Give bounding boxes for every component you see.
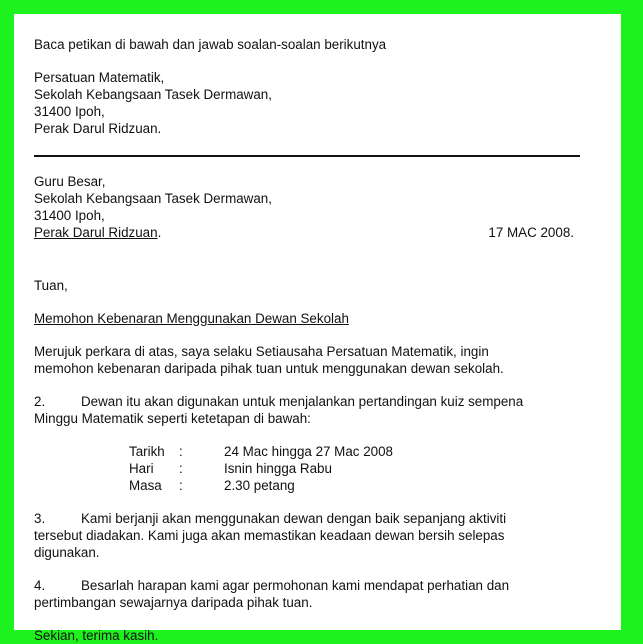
paragraph-line: Besarlah harapan kami agar permohonan kami mendapat perhatian dan xyxy=(81,578,510,593)
letter-date: 17 MAC 2008. xyxy=(488,225,574,240)
intro-paragraph xyxy=(34,343,601,377)
paragraph-line: Minggu Matematik seperti ketetapan di bawah: xyxy=(34,411,311,426)
detail-colon: : xyxy=(179,444,183,459)
paragraph-line: Kami berjanji akan menggunakan dewan dengan baik sepanjang aktiviti xyxy=(81,511,507,526)
letter-content xyxy=(34,36,601,644)
sender-line: Sekolah Kebangsaan Tasek Dermawan, xyxy=(34,87,272,102)
recipient-address xyxy=(34,173,601,241)
detail-key: Masa xyxy=(129,478,162,493)
detail-colon: : xyxy=(179,478,183,493)
sender-line: Perak Darul Ridzuan. xyxy=(34,121,162,136)
paragraph-line: Dewan itu akan digunakan untuk menjalankan pertandingan kuiz sempena xyxy=(81,394,524,409)
letter-subject: Memohon Kebenaran Menggunakan Dewan Sekolah xyxy=(34,311,349,326)
salutation: Tuan, xyxy=(34,278,68,293)
sender-line: 31400 Ipoh, xyxy=(34,104,105,119)
paragraph-4 xyxy=(34,577,601,611)
recipient-state-underlined: Perak Darul Ridzuan xyxy=(34,225,158,240)
closing-text: Sekian, terima kasih. xyxy=(34,628,159,643)
detail-row-date xyxy=(129,443,601,460)
paragraph-line: tersebut diadakan. Kami juga akan memastikan keadaan dewan bersih selepas xyxy=(34,528,505,543)
detail-value: Isnin hingga Rabu xyxy=(224,461,332,476)
sender-line: Persatuan Matematik, xyxy=(34,70,165,85)
paragraph-line: memohon kebenaran daripada pihak tuan untuk menggunakan dewan sekolah. xyxy=(34,361,504,376)
paragraph-line: Merujuk perkara di atas, saya selaku Setiausaha Persatuan Matematik, ingin xyxy=(34,344,489,359)
paragraph-number: 4. xyxy=(34,578,46,593)
detail-value: 24 Mac hingga 27 Mac 2008 xyxy=(224,444,393,459)
paragraph-number: 2. xyxy=(34,394,46,409)
recipient-line: 31400 Ipoh, xyxy=(34,208,105,223)
paragraph-2 xyxy=(34,393,601,427)
paragraph-number: 3. xyxy=(34,511,46,526)
recipient-line-last xyxy=(34,224,161,241)
recipient-suffix: . xyxy=(157,225,162,240)
divider-rule xyxy=(34,155,580,157)
event-details xyxy=(129,443,601,494)
recipient-date-row xyxy=(34,224,574,241)
paragraph-3 xyxy=(34,510,601,561)
detail-key: Hari xyxy=(129,461,154,476)
sender-address xyxy=(34,69,601,137)
recipient-line: Guru Besar, xyxy=(34,174,106,189)
detail-row-day xyxy=(129,460,601,477)
detail-row-time xyxy=(129,477,601,494)
detail-colon: : xyxy=(179,461,183,476)
paragraph-line: digunakan. xyxy=(34,545,100,560)
detail-key: Tarikh xyxy=(129,444,165,459)
letter-sheet xyxy=(14,14,621,643)
instruction-text: Baca petikan di bawah dan jawab soalan-soalan berikutnya xyxy=(34,37,387,52)
recipient-line: Sekolah Kebangsaan Tasek Dermawan, xyxy=(34,191,272,206)
paragraph-line: pertimbangan sewajarnya daripada pihak tuan. xyxy=(34,595,313,610)
detail-value: 2.30 petang xyxy=(224,478,295,493)
